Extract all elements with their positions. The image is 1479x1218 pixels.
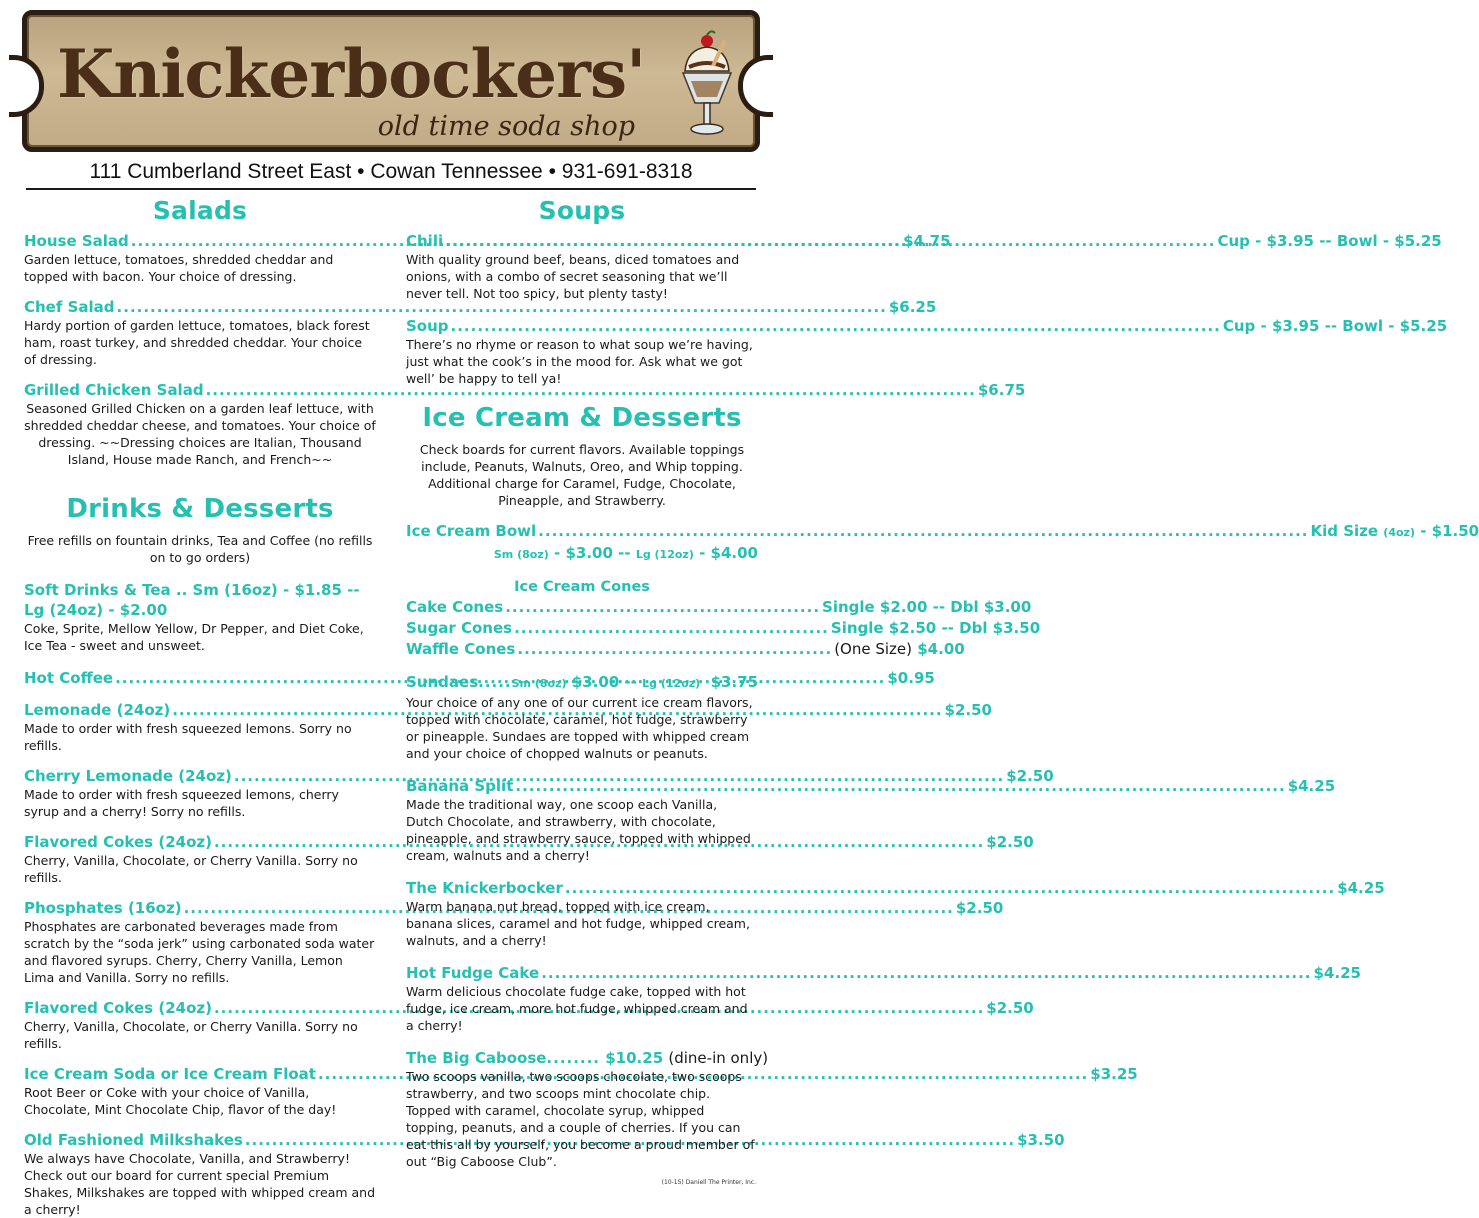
item-desc: Warm delicious chocolate fudge cake, topped with hot fudge, ice cream, more hot fudge, whipped cream and a cherry! bbox=[406, 984, 748, 1033]
item-name: Ice Cream Bowl bbox=[406, 522, 537, 540]
item-name: Flavored Cokes (24oz) bbox=[24, 999, 212, 1017]
item-desc: Root Beer or Coke with your choice of Vanilla, Chocolate, Mint Chocolate Chip, flavor of the day! bbox=[24, 1085, 337, 1117]
item-name: Soft Drinks & Tea .. Sm (16oz) - $1.85 -- Lg (24oz) - $2.00 bbox=[24, 581, 360, 619]
item-price: $4.25 bbox=[1287, 777, 1336, 795]
menu-item: The Big Caboose ........ $10.25 (dine-in only) Two scoops vanilla, two scoops chocolate, two scoops strawberry, and two scoops mint chocolate chip. Topped with caramel, chocolate syrup, whipped topping, peanuts, and a couple of cherries. If you can eat this all by yourself, you become a proud member of out “Big Caboose Club”. bbox=[406, 1049, 769, 1169]
menu-item bbox=[24, 580, 376, 654]
item-name: Old Fashioned Milkshakes bbox=[24, 1131, 243, 1149]
item-name: Flavored Cokes (24oz) bbox=[24, 833, 212, 851]
item-desc: Seasoned Grilled Chicken on a garden leaf lettuce, with shredded cheddar cheese, and tomatoes. Your choice of dressing. ~~Dressing choices are Italian, Thousand Island, House made Ranch, and French~~ bbox=[24, 401, 376, 467]
item-price: $3.50 bbox=[1017, 1131, 1065, 1149]
cones-title: Ice Cream Cones bbox=[514, 579, 650, 595]
item-price: $2.50 bbox=[955, 899, 1004, 917]
item-desc: Coke, Sprite, Mellow Yellow, Dr Pepper, and Diet Coke, Ice Tea - sweet and unsweet. bbox=[24, 621, 364, 653]
item-name: The Big Caboose bbox=[406, 1049, 547, 1067]
item-price: $2.50 bbox=[986, 999, 1034, 1017]
item-desc: Warm banana nut bread, topped with ice cream, banana slices, caramel and hot fudge, whipped cream, walnuts, and a cherry! bbox=[406, 899, 750, 948]
item-name: House Salad bbox=[24, 232, 129, 250]
item-desc: Hardy portion of garden lettuce, tomatoes, black forest ham, roast turkey, and shredded cheddar. Your choice of dressing. bbox=[24, 318, 370, 367]
item-desc: We always have Chocolate, Vanilla, and Strawberry! Check out our board for current special Premium Shakes, Milkshakes are topped with whipped cream and a cherry! bbox=[24, 1151, 376, 1217]
icecream-title: Ice Cream & Desserts bbox=[422, 403, 742, 433]
menu-item: Cake Cones ..... Single $2.00 -- Dbl $3.00 bbox=[406, 597, 758, 618]
tagline: old time soda shop bbox=[377, 111, 635, 142]
item-price: $6.75 bbox=[977, 381, 1026, 399]
item-desc: Phosphates are carbonated beverages made from scratch by the “soda jerk” using carbonated soda water and flavored syrups. Cherry, Cherry Vanilla, Lemon Lima and Vanilla. Sorry no refills. bbox=[24, 919, 375, 985]
item-price: Cup - $3.95 -- Bowl - $5.25 bbox=[1222, 317, 1448, 335]
item-desc: Two scoops vanilla, two scoops chocolate, two scoops strawberry, and two scoops mint chocolate chip. Topped with caramel, chocolate syrup, whipped topping, peanuts, and a couple of cherries. If you can eat this all by yourself, you become a proud member of out “Big Caboose Club”. bbox=[406, 1069, 755, 1169]
item-name: Chef Salad bbox=[24, 298, 115, 316]
item-name: Sundaes bbox=[406, 673, 479, 691]
header-banner bbox=[22, 10, 760, 152]
menu-item bbox=[24, 1064, 1138, 1118]
brand-logo: Knickerbockers' bbox=[57, 35, 646, 113]
item-price: $4.25 bbox=[1313, 964, 1361, 982]
item-desc: Cherry, Vanilla, Chocolate, or Cherry Vanilla. Sorry no refills. bbox=[24, 853, 358, 885]
item-price: $4.75 bbox=[903, 232, 951, 250]
item-name: Banana Split bbox=[406, 777, 514, 795]
item-desc: Made to order with fresh squeezed lemons, cherry syrup and a cherry! Sorry no refills. bbox=[24, 787, 339, 819]
item-desc: Your choice of any one of our current ice cream flavors, topped with chocolate, caramel, hot fudge, strawberry or pineapple. Sundaes are topped with whipped cream and your choice of chopped walnuts or peanuts. bbox=[406, 695, 753, 761]
item-price: $2.50 bbox=[944, 701, 992, 719]
item-desc: Garden lettuce, tomatoes, shredded cheddar and topped with bacon. Your choice of dressing. bbox=[24, 252, 334, 284]
item-name: Soup bbox=[406, 317, 449, 335]
item-price: $2.50 bbox=[1006, 767, 1054, 785]
item-name: Chili bbox=[406, 232, 444, 250]
item-desc: Made the traditional way, one scoop each Vanilla, Dutch Chocolate, and strawberry, with chocolate, pineapple, and strawberry sauce, topped with whipped cream, walnuts and a cherry! bbox=[406, 797, 751, 863]
drinks-title: Drinks & Desserts bbox=[66, 494, 334, 524]
item-name: Grilled Chicken Salad bbox=[24, 381, 204, 399]
item-price: Cup - $3.95 -- Bowl - $5.25 bbox=[1217, 232, 1442, 250]
menu-item: Waffle Cones ..... (One Size) $4.00 bbox=[406, 639, 758, 660]
menu-item bbox=[24, 832, 1034, 886]
menu-item: Sugar Cones ..... Single $2.50 -- Dbl $3.50 bbox=[406, 618, 758, 639]
sundae-icon bbox=[677, 31, 737, 141]
item-desc: There’s no rhyme or reason to what soup we’re having, just what the cook’s in the mood for. Ask what we got well’ be happy to tell ya! bbox=[406, 337, 753, 386]
icecream-note: Check boards for current flavors. Available toppings include, Peanuts, Walnuts, Oreo, and Whip topping. Additional charge for Caramel, Fudge, Chocolate, Pineapple, and Strawberry. bbox=[419, 442, 745, 508]
soups-title: Soups bbox=[538, 196, 626, 225]
divider bbox=[26, 188, 756, 190]
menu-item bbox=[406, 316, 1448, 387]
item-price: $6.25 bbox=[888, 298, 937, 316]
item-name: Hot Coffee bbox=[24, 669, 114, 687]
printer-credit: (10-15) Daniell The Printer, Inc. bbox=[661, 1179, 756, 1186]
item-name: Lemonade (24oz) bbox=[24, 701, 171, 719]
item-name: Ice Cream Soda or Ice Cream Float bbox=[24, 1065, 316, 1083]
menu-item: Sundaes ..... Sm (8oz) $3.00 -- Lg (12oz) $3.75 Your choice of any one of our current ice cream flavors, topped with chocolate, caramel, hot fudge, strawberry or pineapple. Sundaes are topped with whipped cream and your choice of chopped walnuts or peanuts. bbox=[406, 673, 759, 761]
item-name: Hot Fudge Cake bbox=[406, 964, 540, 982]
item-name: The Knickerbocker bbox=[406, 879, 563, 897]
item-price: $0.95 bbox=[887, 669, 935, 687]
item-price: $4.25 bbox=[1337, 879, 1385, 897]
drinks-note: Free refills on fountain drinks, Tea and Coffee (no refills on to go orders) bbox=[27, 533, 373, 565]
item-price: $3.25 bbox=[1090, 1065, 1138, 1083]
item-desc: Cherry, Vanilla, Chocolate, or Cherry Vanilla. Sorry no refills. bbox=[24, 1019, 358, 1051]
menu-item: Ice Cream Bowl ..... Kid Size (4oz) - $1.50 Sm (8oz) - $3.00 -- Lg (12oz) - $4.00 bbox=[406, 521, 758, 565]
item-price: $2.50 bbox=[986, 833, 1034, 851]
item-name: Phosphates (16oz) bbox=[24, 899, 182, 917]
item-desc: Made to order with fresh squeezed lemons. Sorry no refills. bbox=[24, 721, 352, 753]
address-line: 111 Cumberland Street East • Cowan Tennessee • 931-691-8318 bbox=[89, 160, 693, 183]
item-desc: With quality ground beef, beans, diced tomatoes and onions, with a combo of secret seasoning that we’ll never tell. Not too spicy, but plenty tasty! bbox=[406, 252, 740, 301]
salads-title: Salads bbox=[152, 196, 248, 225]
item-name: Cherry Lemonade (24oz) bbox=[24, 767, 232, 785]
